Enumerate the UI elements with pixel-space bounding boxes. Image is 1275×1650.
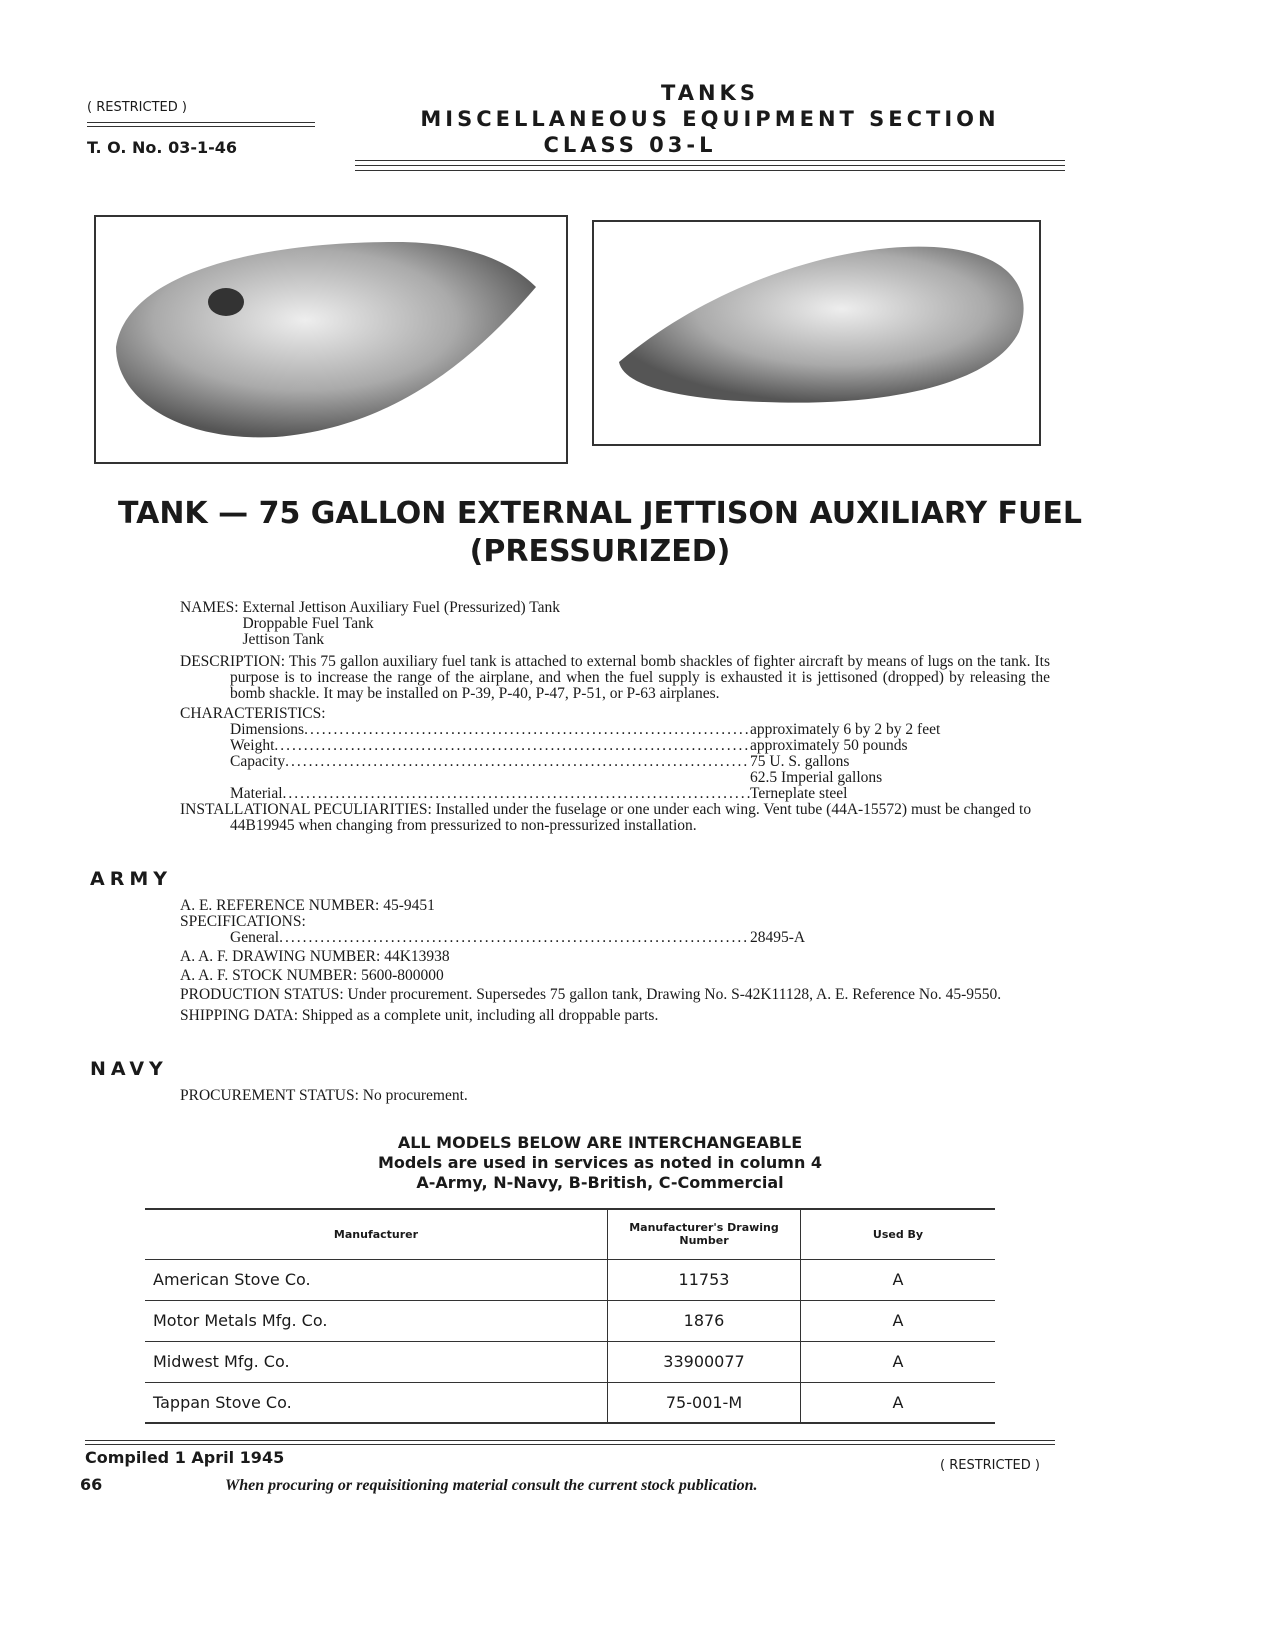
description-text: This 75 gallon auxiliary fuel tank is attached to external bomb shackles of fighter aircraft by means of lugs on the tank. Its purpose is to increase the range of the airplane, and when the fuel supply is exhausted it is jettisoned (dropped) by releasing the bomb shackle. It may be installed on P-39, P-40, P-47, P-51, or P-63 airplanes. bbox=[230, 653, 1050, 702]
used-by: A bbox=[801, 1259, 996, 1300]
name-value: External Jettison Auxiliary Fuel (Pressurized) Tank bbox=[242, 599, 561, 616]
tank-photo-right bbox=[592, 220, 1041, 446]
installation-label: INSTALLATIONAL PECULIARITIES: bbox=[180, 801, 432, 818]
navy-procurement: PROCUREMENT STATUS: No procurement. bbox=[180, 1087, 468, 1104]
drawing-number: 33900077 bbox=[608, 1341, 801, 1382]
navy-heading: NAVY bbox=[90, 1058, 168, 1080]
specifications-label: SPECIFICATIONS: bbox=[180, 913, 306, 930]
table-row bbox=[145, 1259, 995, 1300]
drawing-number: 11753 bbox=[608, 1259, 801, 1300]
installation-text: Installed under the fuselage or one under each wing. Vent tube (44A-15572) must be changed to 44B19945 when changing from pressurized to non-pressurized installation. bbox=[230, 801, 1032, 834]
stock-number: A. A. F. STOCK NUMBER: 5600-800000 bbox=[180, 967, 444, 984]
note-line: A-Army, N-Navy, B-British, C-Commercial bbox=[416, 1173, 784, 1192]
note-line: ALL MODELS BELOW ARE INTERCHANGEABLE bbox=[397, 1133, 803, 1152]
spec-value: 28495-A bbox=[750, 929, 806, 946]
char-value: 62.5 Imperial gallons bbox=[750, 769, 883, 786]
production-status: PRODUCTION STATUS: Under procurement. Supersedes 75 gallon tank, Drawing No. S-42K11128, A. E. Reference No. 45-9550. bbox=[180, 986, 1002, 1003]
models-note bbox=[280, 1133, 920, 1193]
page-title bbox=[100, 495, 1100, 571]
column-header: Used By bbox=[801, 1209, 996, 1259]
army-heading: ARMY bbox=[90, 868, 173, 890]
manufacturer: Tappan Stove Co. bbox=[153, 1392, 292, 1412]
char-name: Dimensions bbox=[230, 721, 305, 738]
manufacturers-table bbox=[145, 1208, 995, 1424]
characteristics-label: CHARACTERISTICS: bbox=[180, 705, 326, 722]
spec-name: General bbox=[230, 929, 280, 946]
name-value: Jettison Tank bbox=[242, 631, 325, 648]
compiled-date: Compiled 1 April 1945 bbox=[85, 1448, 285, 1467]
page-number: 66 bbox=[80, 1475, 103, 1494]
tank-photo-left bbox=[94, 215, 568, 464]
drawing-number: 1876 bbox=[608, 1300, 801, 1341]
manufacturer: Midwest Mfg. Co. bbox=[145, 1341, 608, 1382]
to-number: T. O. No. 03-1-46 bbox=[87, 138, 238, 157]
char-value: 75 U. S. gallons bbox=[750, 753, 850, 770]
ae-reference: A. E. REFERENCE NUMBER: 45-9451 bbox=[180, 897, 435, 914]
char-name: Material bbox=[230, 785, 283, 802]
characteristics-list bbox=[180, 722, 1050, 802]
restricted-label: ( RESTRICTED ) bbox=[87, 100, 187, 115]
char-value: approximately 50 pounds bbox=[750, 737, 908, 754]
used-by: A bbox=[801, 1382, 996, 1423]
header-line: CLASS 03-L bbox=[543, 133, 717, 157]
char-name: Weight bbox=[230, 737, 275, 754]
header-line: TANKS bbox=[661, 81, 759, 105]
title-line: (PRESSURIZED) bbox=[469, 534, 731, 569]
char-name: Capacity bbox=[230, 753, 286, 770]
manufacturer: American Stove Co. bbox=[145, 1259, 608, 1300]
shipping-data: SHIPPING DATA: Shipped as a complete unit, including all droppable parts. bbox=[180, 1007, 659, 1024]
army-block bbox=[180, 898, 1050, 1024]
used-by: A bbox=[801, 1341, 996, 1382]
footer-note: When procuring or requisitioning material consult the current stock publication. bbox=[225, 1477, 758, 1494]
char-value: approximately 6 by 2 by 2 feet bbox=[750, 721, 941, 738]
restricted-footer: ( RESTRICTED ) bbox=[940, 1458, 1040, 1473]
manufacturer: Motor Metals Mfg. Co. bbox=[145, 1300, 608, 1341]
table-row bbox=[145, 1382, 995, 1423]
drawing-number: 75-001-M bbox=[608, 1382, 801, 1423]
specs-block bbox=[180, 600, 1050, 834]
column-header: Manufacturer bbox=[145, 1209, 608, 1259]
description-label: DESCRIPTION: bbox=[180, 653, 286, 670]
section-header bbox=[380, 80, 1040, 158]
table-row bbox=[145, 1300, 995, 1341]
name-value: Droppable Fuel Tank bbox=[242, 615, 374, 632]
note-line: Models are used in services as noted in column 4 bbox=[377, 1153, 823, 1172]
drawing-number: A. A. F. DRAWING NUMBER: 44K13938 bbox=[180, 948, 450, 965]
names-label: NAMES: bbox=[180, 599, 239, 616]
column-header: Manufacturer's Drawing Number bbox=[608, 1209, 801, 1259]
table-row bbox=[145, 1341, 995, 1382]
title-line: TANK — 75 GALLON EXTERNAL JETTISON AUXILIARY FUEL bbox=[117, 496, 1083, 531]
header-line: MISCELLANEOUS EQUIPMENT SECTION bbox=[420, 107, 1000, 131]
used-by: A bbox=[801, 1300, 996, 1341]
char-value: Terneplate steel bbox=[750, 785, 848, 802]
